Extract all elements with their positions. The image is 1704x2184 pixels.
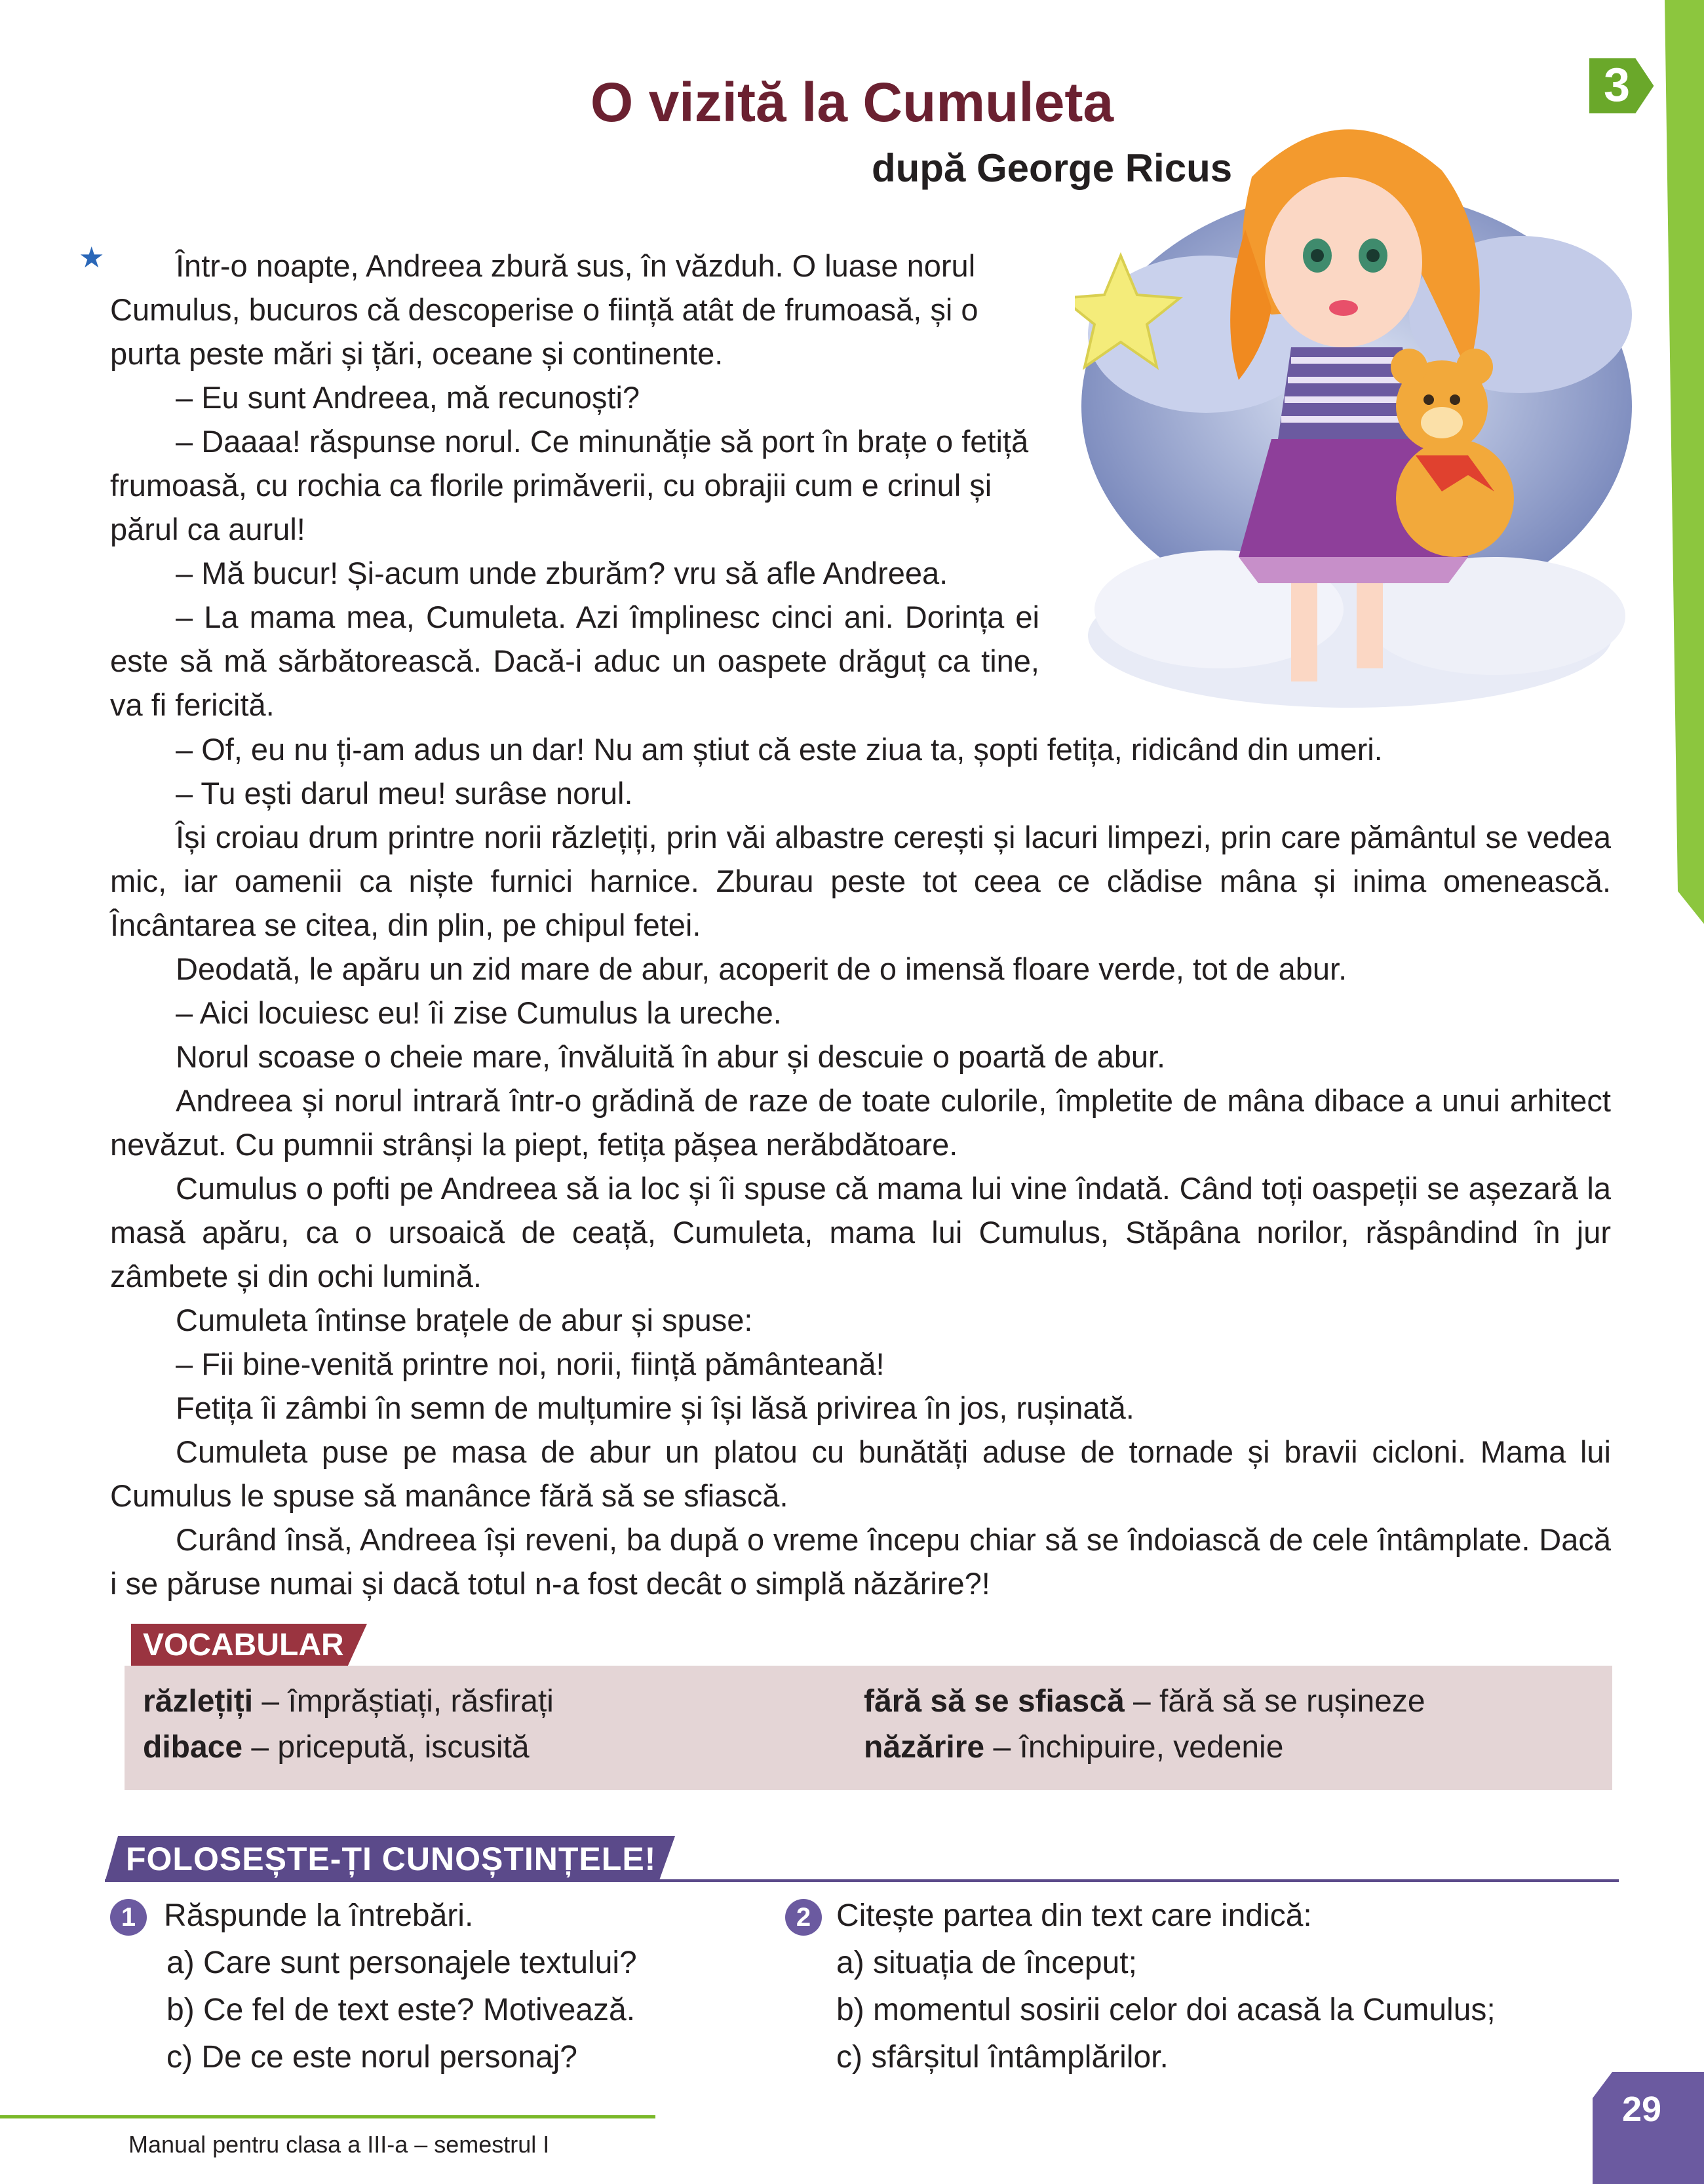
story-paragraph: Curând însă, Andreea își reveni, ba după o vreme începu chiar să se îndoiască de cele întâmplate. Dacă i se păruse numai și dacă totul n-a fost decât o simplă năzărire?! bbox=[110, 1522, 1611, 1601]
vocabulary-entry: fără să se sfiască – fără să se rușineze bbox=[864, 1684, 1425, 1719]
story-paragraph: – Tu ești darul meu! surâse norul. bbox=[176, 776, 633, 811]
story-paragraph: – Of, eu nu ți-am adus un dar! Nu am știut că este ziua ta, șopti fetița, ridicând din umeri. bbox=[176, 732, 1383, 767]
vocabulary-heading: VOCABULAR bbox=[143, 1628, 344, 1662]
vocabulary-column-right bbox=[864, 1679, 1425, 1771]
vocabulary-entry: năzărire – închipuire, vedenie bbox=[864, 1730, 1284, 1765]
vocabulary-column-left bbox=[143, 1679, 554, 1771]
footer-text: Manual pentru clasa a III-a – semestrul I bbox=[128, 2131, 550, 2158]
story-paragraph: Fetița îi zâmbi în semn de mulțumire și își lăsă privirea în jos, rușinată. bbox=[176, 1390, 1134, 1425]
story-text-bottom bbox=[110, 727, 1611, 1605]
story-paragraph: Cumuleta puse pe masa de abur un platou cu bunătăți aduse de tornade și bravii cicloni. Mama lui Cumulus le spuse să manânce fără să se sfiască. bbox=[110, 1434, 1611, 1513]
skills-divider bbox=[105, 1879, 1619, 1882]
story-paragraph: – Eu sunt Andreea, mă recunoști? bbox=[176, 380, 640, 415]
page-title: O vizită la Cumuleta bbox=[590, 71, 1114, 133]
task-prompt: Răspunde la întrebări. bbox=[164, 1898, 474, 1933]
task-item: b) Ce fel de text este? Motivează. bbox=[166, 1993, 636, 2027]
chapter-side-tab bbox=[1652, 0, 1704, 924]
story-paragraph: Norul scoase o cheie mare, învăluită în abur și descuie o poartă de abur. bbox=[176, 1039, 1166, 1074]
task-2 bbox=[836, 1892, 1496, 2081]
story-paragraph: – La mama mea, Cumuleta. Azi împlinesc cinci ani. Dorința ei este să mă sărbătorească. Dacă-i aduc un oaspete drăguț ca tine, va fi fericită. bbox=[110, 600, 1039, 722]
task-item: b) momentul sosirii celor doi acasă la Cumulus; bbox=[836, 1993, 1496, 2027]
task-1 bbox=[164, 1892, 637, 2081]
story-text-top bbox=[110, 244, 1039, 727]
story-paragraph: – Mă bucur! Și-acum unde zburăm? vru să afle Andreea. bbox=[176, 556, 948, 590]
chapter-number: 3 bbox=[1603, 59, 1631, 111]
girl-on-cloud-illustration bbox=[1075, 98, 1638, 708]
task-item: c) De ce este norul personaj? bbox=[166, 2040, 577, 2075]
skills-heading: FOLOSEȘTE-ȚI CUNOȘTINȚELE! bbox=[126, 1841, 657, 1877]
vocabulary-entry: răzlețiți – împrăștiați, răsfirați bbox=[143, 1684, 554, 1719]
footer-divider bbox=[0, 2115, 655, 2118]
story-paragraph: Andreea și norul intrară într-o grădină de raze de toate culorile, împletite de mâna dibace a unui arhitect nevăzut. Cu pumnii strânși la piept, fetița pășea nerăbdătoare. bbox=[110, 1083, 1611, 1162]
page-number: 29 bbox=[1622, 2090, 1662, 2129]
story-paragraph: Deodată, le apăru un zid mare de abur, acoperit de o imensă floare verde, tot de abur. bbox=[176, 951, 1347, 986]
story-paragraph: Cumulus o pofti pe Andreea să ia loc și îi spuse că mama lui vine îndată. Când toți oaspeții se așezară la masă apăru, ca o ursoaică de ceață, Cumuleta, mama lui Cumulus, Stăpâna norilor, răspândind în jur zâmbete și din ochi lumină. bbox=[110, 1171, 1611, 1293]
task-prompt: Citește partea din text care indică: bbox=[836, 1898, 1312, 1933]
story-paragraph: – Daaaa! răspunse norul. Ce minunăție să port în brațe o fetiță frumoasă, cu rochia ca florile primăverii, cu obrajii cum e crinul și părul ca aurul! bbox=[110, 424, 1029, 546]
star-icon: ★ bbox=[79, 242, 105, 274]
story-paragraph: – Aici locuiesc eu! îi zise Cumulus la ureche. bbox=[176, 995, 782, 1030]
task-number-badge: 2 bbox=[785, 1899, 822, 1936]
task-number-badge: 1 bbox=[110, 1899, 147, 1936]
task-item: c) sfârșitul întâmplărilor. bbox=[836, 2040, 1169, 2075]
author-name: după George Ricus bbox=[872, 146, 1233, 190]
task-item: a) situația de început; bbox=[836, 1945, 1137, 1980]
story-paragraph: – Fii bine-venită printre noi, norii, ființă pământeană! bbox=[176, 1347, 885, 1381]
vocabulary-entry: dibace – pricepută, iscusită bbox=[143, 1730, 530, 1765]
story-paragraph: Cumuleta întinse brațele de abur și spuse: bbox=[176, 1303, 753, 1337]
story-paragraph: Își croiau drum printre norii răzlețiți, prin văi albastre cerești și lacuri limpezi, prin care pământul se vedea mic, iar oamenii ca niște furnici harnice. Zburau peste tot ceea ce clădise mâna și inima omenească. Încântarea se citea, din plin, pe chipul fetei. bbox=[110, 820, 1611, 942]
story-paragraph: Într-o noapte, Andreea zbură sus, în văzduh. O luase norul Cumulus, bucuros că descoperise o ființă atât de frumoasă, și o purta peste mări și țări, oceane și continente. bbox=[110, 248, 978, 371]
task-item: a) Care sunt personajele textului? bbox=[166, 1945, 637, 1980]
